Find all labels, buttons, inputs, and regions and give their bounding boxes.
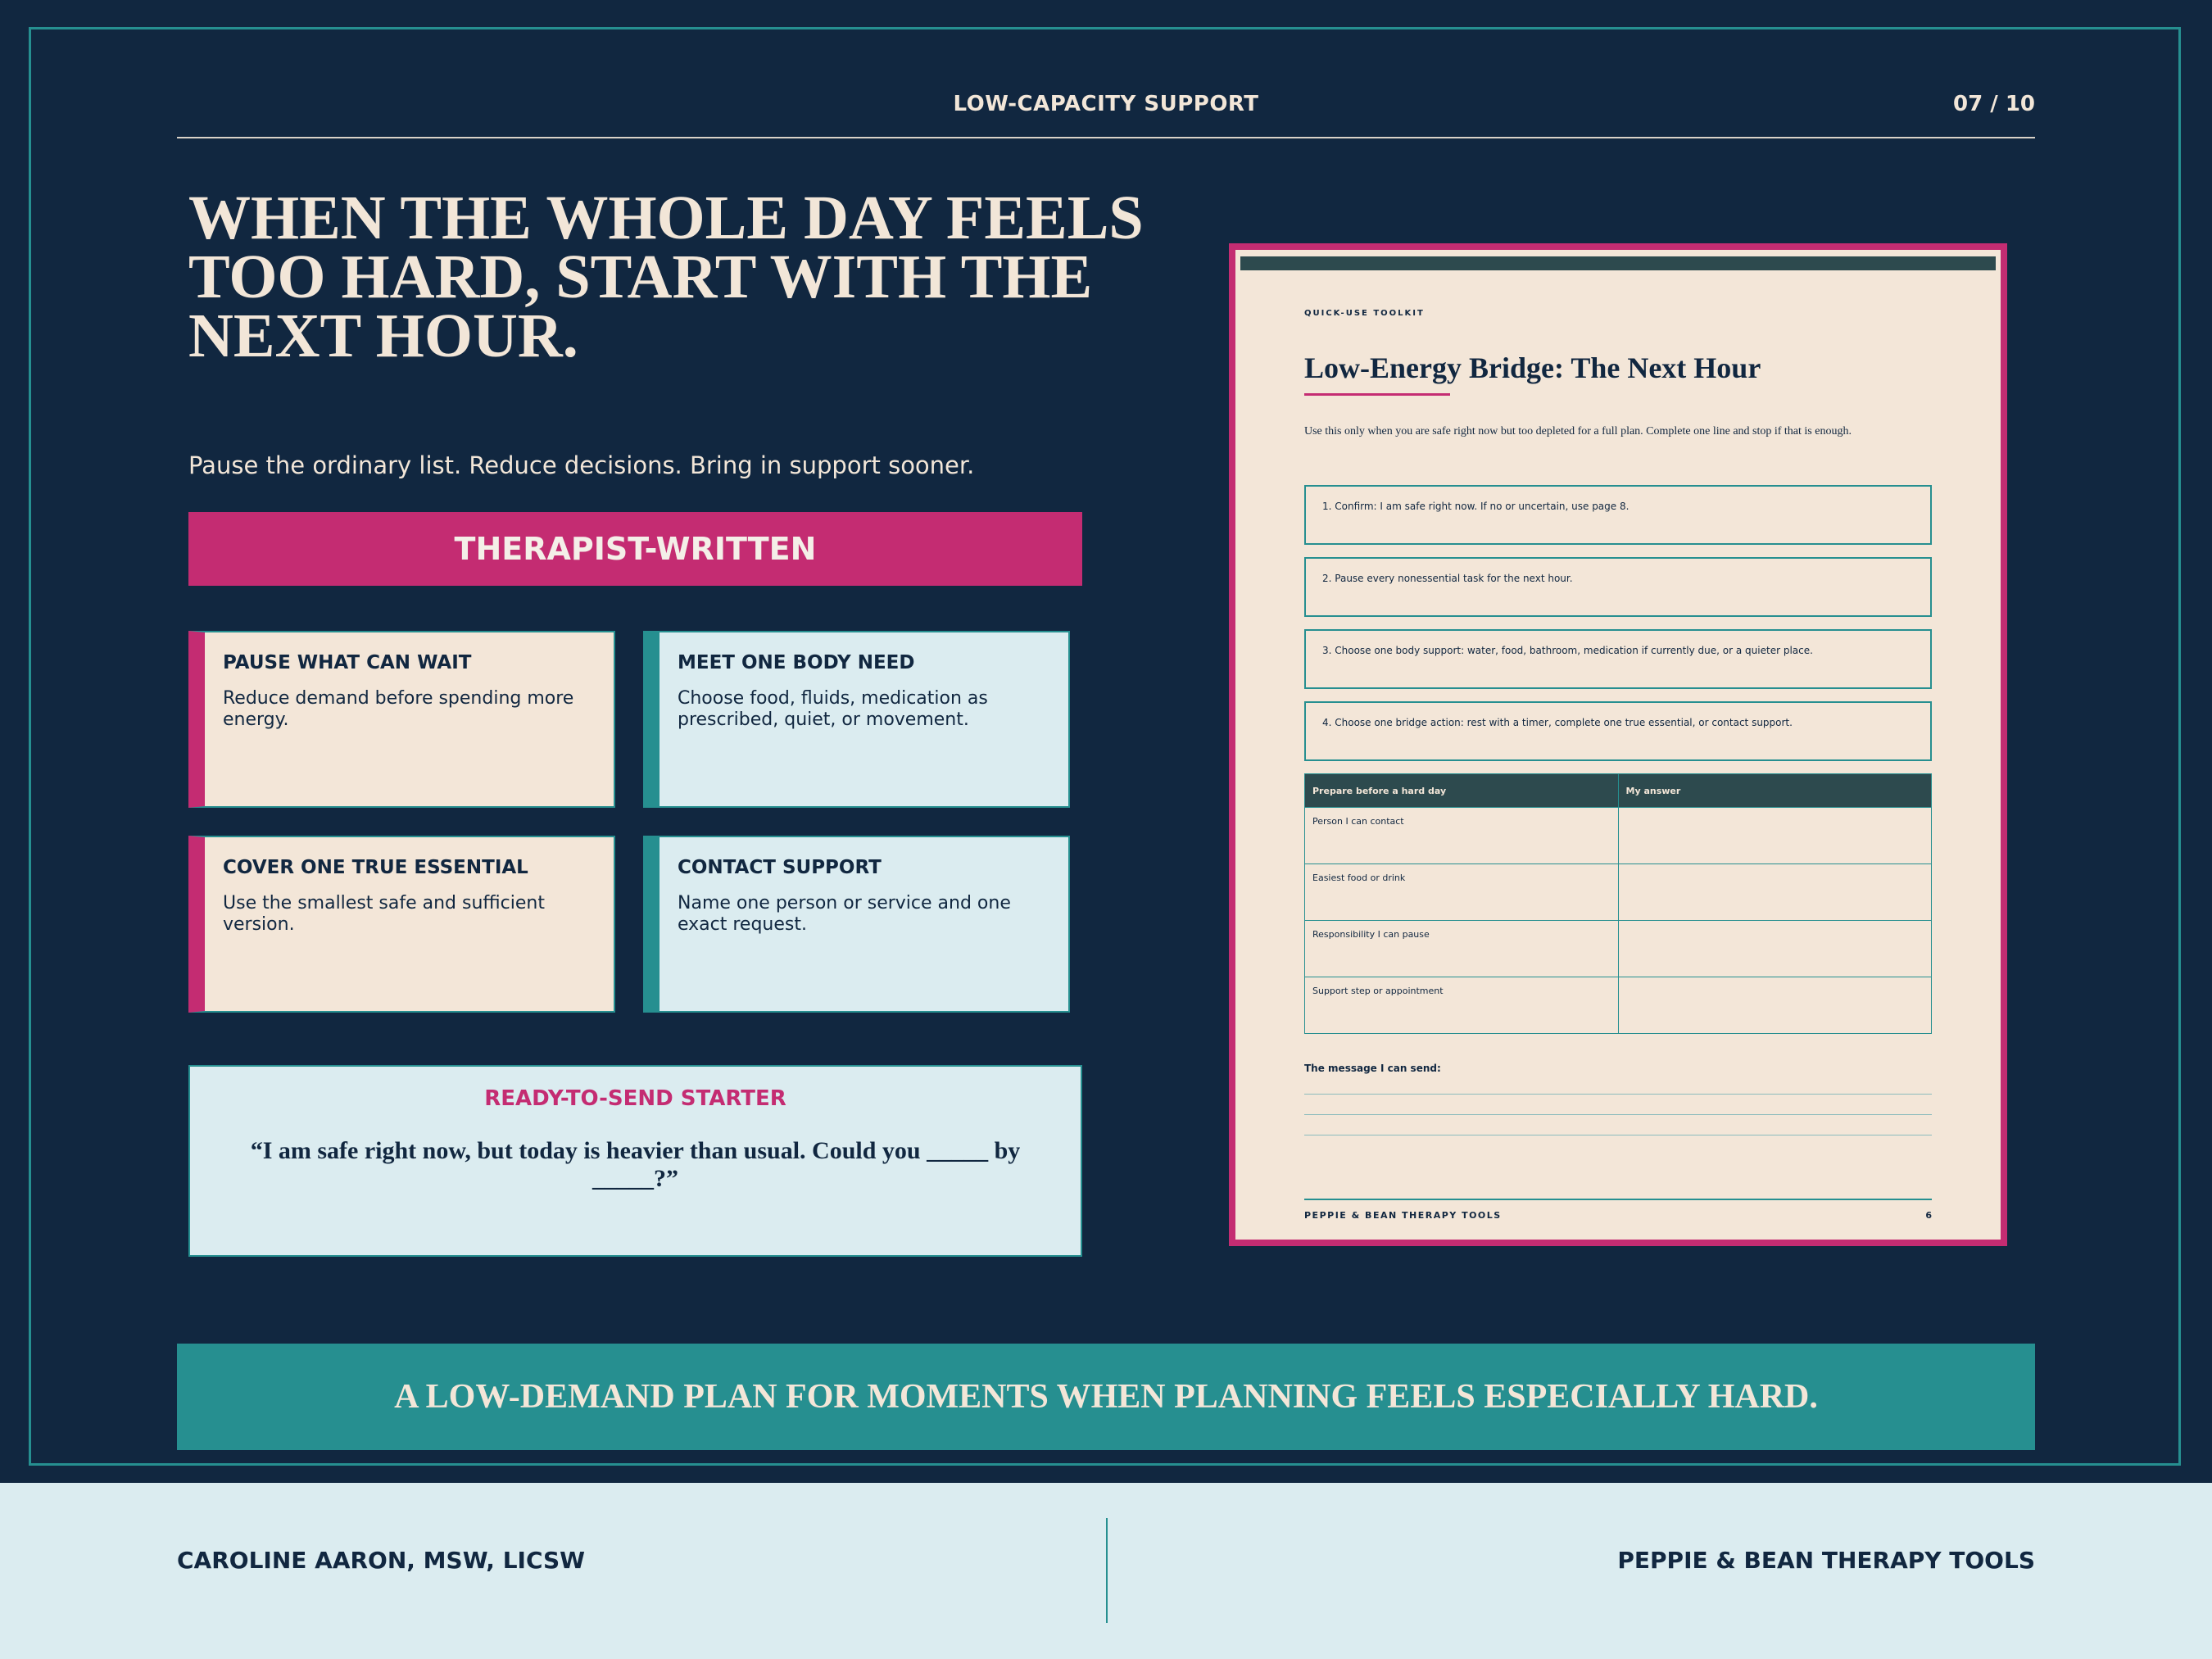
table-header: Prepare before a hard day (1305, 774, 1619, 808)
page-number: 07 / 10 (1953, 92, 2035, 116)
table-row (1305, 977, 1932, 1034)
worksheet-step: 2. Pause every nonessential task for the next hour. (1304, 557, 1932, 617)
slide-subtitle: Pause the ordinary list. Reduce decisions. Bring in support sooner. (188, 451, 975, 479)
worksheet-footer-divider (1304, 1199, 1932, 1200)
worksheet-preview (1229, 243, 2007, 1246)
worksheet-step: 4. Choose one bridge action: rest with a timer, complete one true essential, or contact support. (1304, 701, 1932, 761)
table-cell-answer[interactable] (1618, 864, 1932, 921)
card-cover-one-true-essential (188, 836, 615, 1013)
starter-quote: “I am safe right now, but today is heavier than usual. Could you _____ by _____?” (250, 1137, 1021, 1192)
writing-line[interactable] (1304, 1114, 1932, 1115)
message-label: The message I can send: (1304, 1063, 1441, 1074)
bottom-banner: A LOW-DEMAND PLAN FOR MOMENTS WHEN PLANNING FEELS ESPECIALLY HARD. (177, 1344, 2035, 1450)
card-meet-one-body-need (643, 631, 1070, 808)
card-title: PAUSE WHAT CAN WAIT (223, 652, 472, 673)
section-label: LOW-CAPACITY SUPPORT (953, 92, 1259, 116)
card-body: Use the smallest safe and sufficient version. (223, 893, 545, 935)
table-cell-prompt: Easiest food or drink (1305, 864, 1619, 921)
worksheet-step: 1. Confirm: I am safe right now. If no or uncertain, use page 8. (1304, 485, 1932, 545)
prepare-table (1304, 773, 1932, 1034)
table-cell-prompt: Person I can contact (1305, 808, 1619, 864)
worksheet-footer-brand: PEPPIE & BEAN THERAPY TOOLS (1304, 1210, 1502, 1221)
card-body: Reduce demand before spending more energy. (223, 688, 574, 730)
footer-brand: PEPPIE & BEAN THERAPY TOOLS (1617, 1547, 2035, 1574)
worksheet-top-bar (1240, 256, 1996, 270)
table-cell-answer[interactable] (1618, 977, 1932, 1034)
writing-line[interactable] (1304, 1094, 1932, 1095)
worksheet-kicker: QUICK-USE TOOLKIT (1304, 309, 1425, 318)
slide-title: WHEN THE WHOLE DAY FEELS TOO HARD, START WITH THE NEXT HOUR. (188, 184, 1144, 370)
footer-divider (1106, 1518, 1108, 1623)
card-body: Choose food, fluids, medication as prescribed, quiet, or movement. (678, 688, 988, 730)
table-row (1305, 808, 1932, 864)
worksheet-step: 3. Choose one body support: water, food, bathroom, medication if currently due, or a quieter place. (1304, 629, 1932, 689)
table-header-row (1305, 774, 1932, 808)
card-body: Name one person or service and one exact request. (678, 893, 1011, 935)
worksheet-title-underline (1304, 393, 1450, 396)
table-cell-answer[interactable] (1618, 808, 1932, 864)
table-cell-prompt: Responsibility I can pause (1305, 921, 1619, 977)
worksheet-page-number: 6 (1925, 1210, 1932, 1221)
ready-to-send-starter (188, 1065, 1082, 1257)
table-row (1305, 864, 1932, 921)
card-title: MEET ONE BODY NEED (678, 652, 915, 673)
table-row (1305, 921, 1932, 977)
footer-author: CAROLINE AARON, MSW, LICSW (177, 1547, 586, 1574)
table-cell-prompt: Support step or appointment (1305, 977, 1619, 1034)
table-header: My answer (1618, 774, 1932, 808)
card-title: CONTACT SUPPORT (678, 857, 882, 878)
worksheet-intro: Use this only when you are safe right now but too depleted for a full plan. Complete one line and stop if that is enough. (1304, 425, 1852, 437)
header-divider (177, 137, 2035, 138)
starter-label: READY-TO-SEND STARTER (484, 1086, 786, 1111)
worksheet-title: Low-Energy Bridge: The Next Hour (1304, 351, 1761, 384)
card-contact-support (643, 836, 1070, 1013)
therapist-written-banner: THERAPIST-WRITTEN (188, 512, 1082, 586)
table-cell-answer[interactable] (1618, 921, 1932, 977)
card-title: COVER ONE TRUE ESSENTIAL (223, 857, 528, 878)
card-pause-what-can-wait (188, 631, 615, 808)
